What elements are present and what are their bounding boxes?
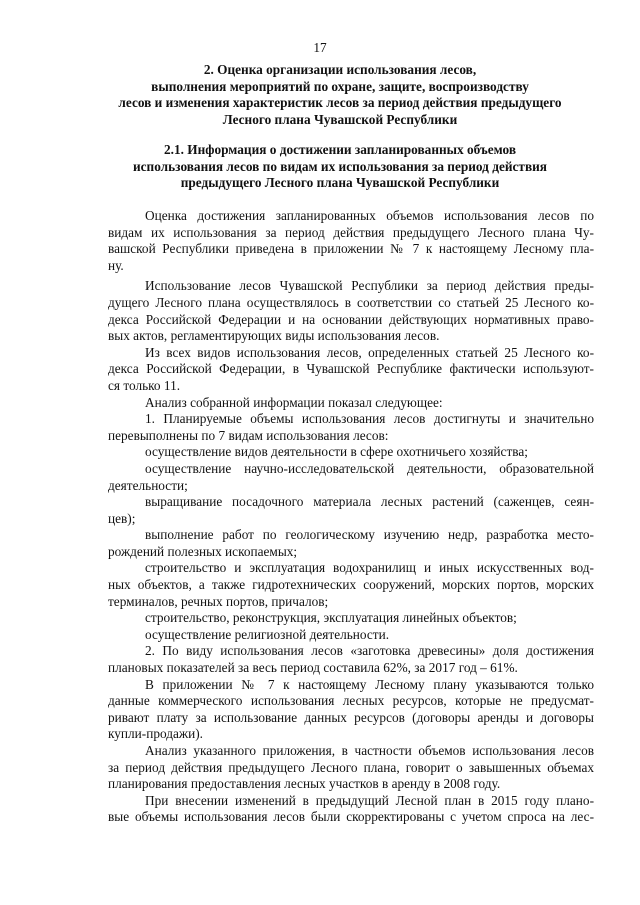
text-line: В приложении № 7 к настоящему Лесному плану указываются только	[145, 676, 594, 692]
list-item: осуществление научно-исследовательской деятельности, образовательной	[145, 460, 594, 476]
section-heading-line: Лесного плана Чувашской Республики	[222, 111, 458, 127]
text-line: планирования предоставления лесных участков в аренду в 2008 году.	[108, 776, 501, 792]
subsection-heading-line: 2.1. Информация о достижении запланированных объемов	[163, 142, 517, 157]
text-line: за период действия предыдущего Лесного плана, говорит о завышенных объемах	[108, 759, 594, 775]
text-line: видам их использования за период действия предыдущего Лесного плана Чу-	[108, 224, 594, 240]
page-number: 17	[313, 40, 327, 55]
text-line: деятельности;	[108, 477, 188, 493]
subsection-heading-line: использования лесов по видам их использования за период действия	[132, 158, 547, 174]
text-line: Использование лесов Чувашской Республики за период действия преды-	[145, 278, 594, 294]
text-line: ну.	[108, 257, 124, 273]
text-line: терминалов, речных портов, причалов;	[108, 593, 329, 609]
section-heading-line: выполнения мероприятий по охране, защите, воспроизводству	[151, 78, 529, 94]
text-line: Анализ указанного приложения, в частности объемов использования лесов	[145, 743, 594, 758]
list-item: строительство, реконструкция, эксплуатация линейных объектов;	[145, 610, 517, 626]
text-line: Анализ собранной информации показал следующее:	[145, 394, 443, 410]
text-line: 1. Планируемые объемы использования лесов достигнуты и значительно	[145, 411, 594, 427]
section-heading	[90, 62, 590, 128]
text-line: 2. По виду использования лесов «заготовка древесины» доля достижения	[145, 643, 594, 659]
text-line: плановых показателей за весь период составила 62%, за 2017 год – 61%.	[108, 660, 518, 676]
text-line: вые объемы использования лесов были скорректированы с учетом спроса на лес-	[108, 809, 594, 825]
text-line: цев);	[108, 510, 136, 526]
text-line: декса Российской Федерации и на основании действующих нормативных право-	[108, 311, 594, 327]
text-line: дущего Лесного плана осуществлялось в соответствии со статьей 25 Лесного ко-	[108, 294, 594, 310]
subsection-heading-line: предыдущего Лесного плана Чувашской Республики	[180, 175, 500, 191]
text-line: Из всех видов использования лесов, определенных статьей 25 Лесного ко-	[145, 344, 594, 360]
list-item: выполнение работ по геологическому изучению недр, разработка место-	[145, 527, 594, 543]
text-line: ных объектов, а также гидротехнических сооружений, морских портов, морских	[108, 577, 594, 593]
subsection-heading	[90, 142, 590, 192]
text-line: перевыполнены по 7 видам использования лесов:	[108, 427, 389, 443]
text-line: Оценка достижения запланированных объемов использования лесов по	[145, 208, 594, 223]
text-line: вых актов, регламентирующих виды использования лесов.	[108, 328, 440, 344]
text-line: ривают плату за использование данных ресурсов (договоры аренды и договоры	[108, 709, 594, 725]
list-item: строительство и эксплуатация водохранилищ и иных искусственных вод-	[145, 560, 594, 576]
text-line: купли-продажи).	[108, 726, 203, 742]
text-line: рождений полезных ископаемых;	[108, 543, 298, 559]
text-line: декса Российской Федерации, в Чувашской Республике фактически используют-	[108, 361, 594, 377]
text-line: При внесении изменений в предыдущий Лесной план в 2015 году плано-	[145, 792, 594, 808]
section-heading-line: 2. Оценка организации использования лесов,	[203, 62, 477, 77]
text-line: ся только 11.	[108, 377, 181, 393]
text-line: вашской Республики приведена в приложении № 7 к настоящему Лесному пла-	[108, 241, 594, 257]
list-item: осуществление религиозной деятельности.	[145, 626, 390, 642]
section-heading-line: лесов и изменения характеристик лесов за период действия предыдущего	[118, 95, 562, 111]
list-item: выращивание посадочного материала лесных растений (саженцев, сеян-	[145, 494, 594, 510]
body-text	[108, 208, 594, 826]
list-item: осуществление видов деятельности в сфере охотничьего хозяйства;	[145, 444, 528, 460]
text-line: данные коммерческого использования лесных ресурсов, которые не предусмат-	[108, 693, 594, 709]
